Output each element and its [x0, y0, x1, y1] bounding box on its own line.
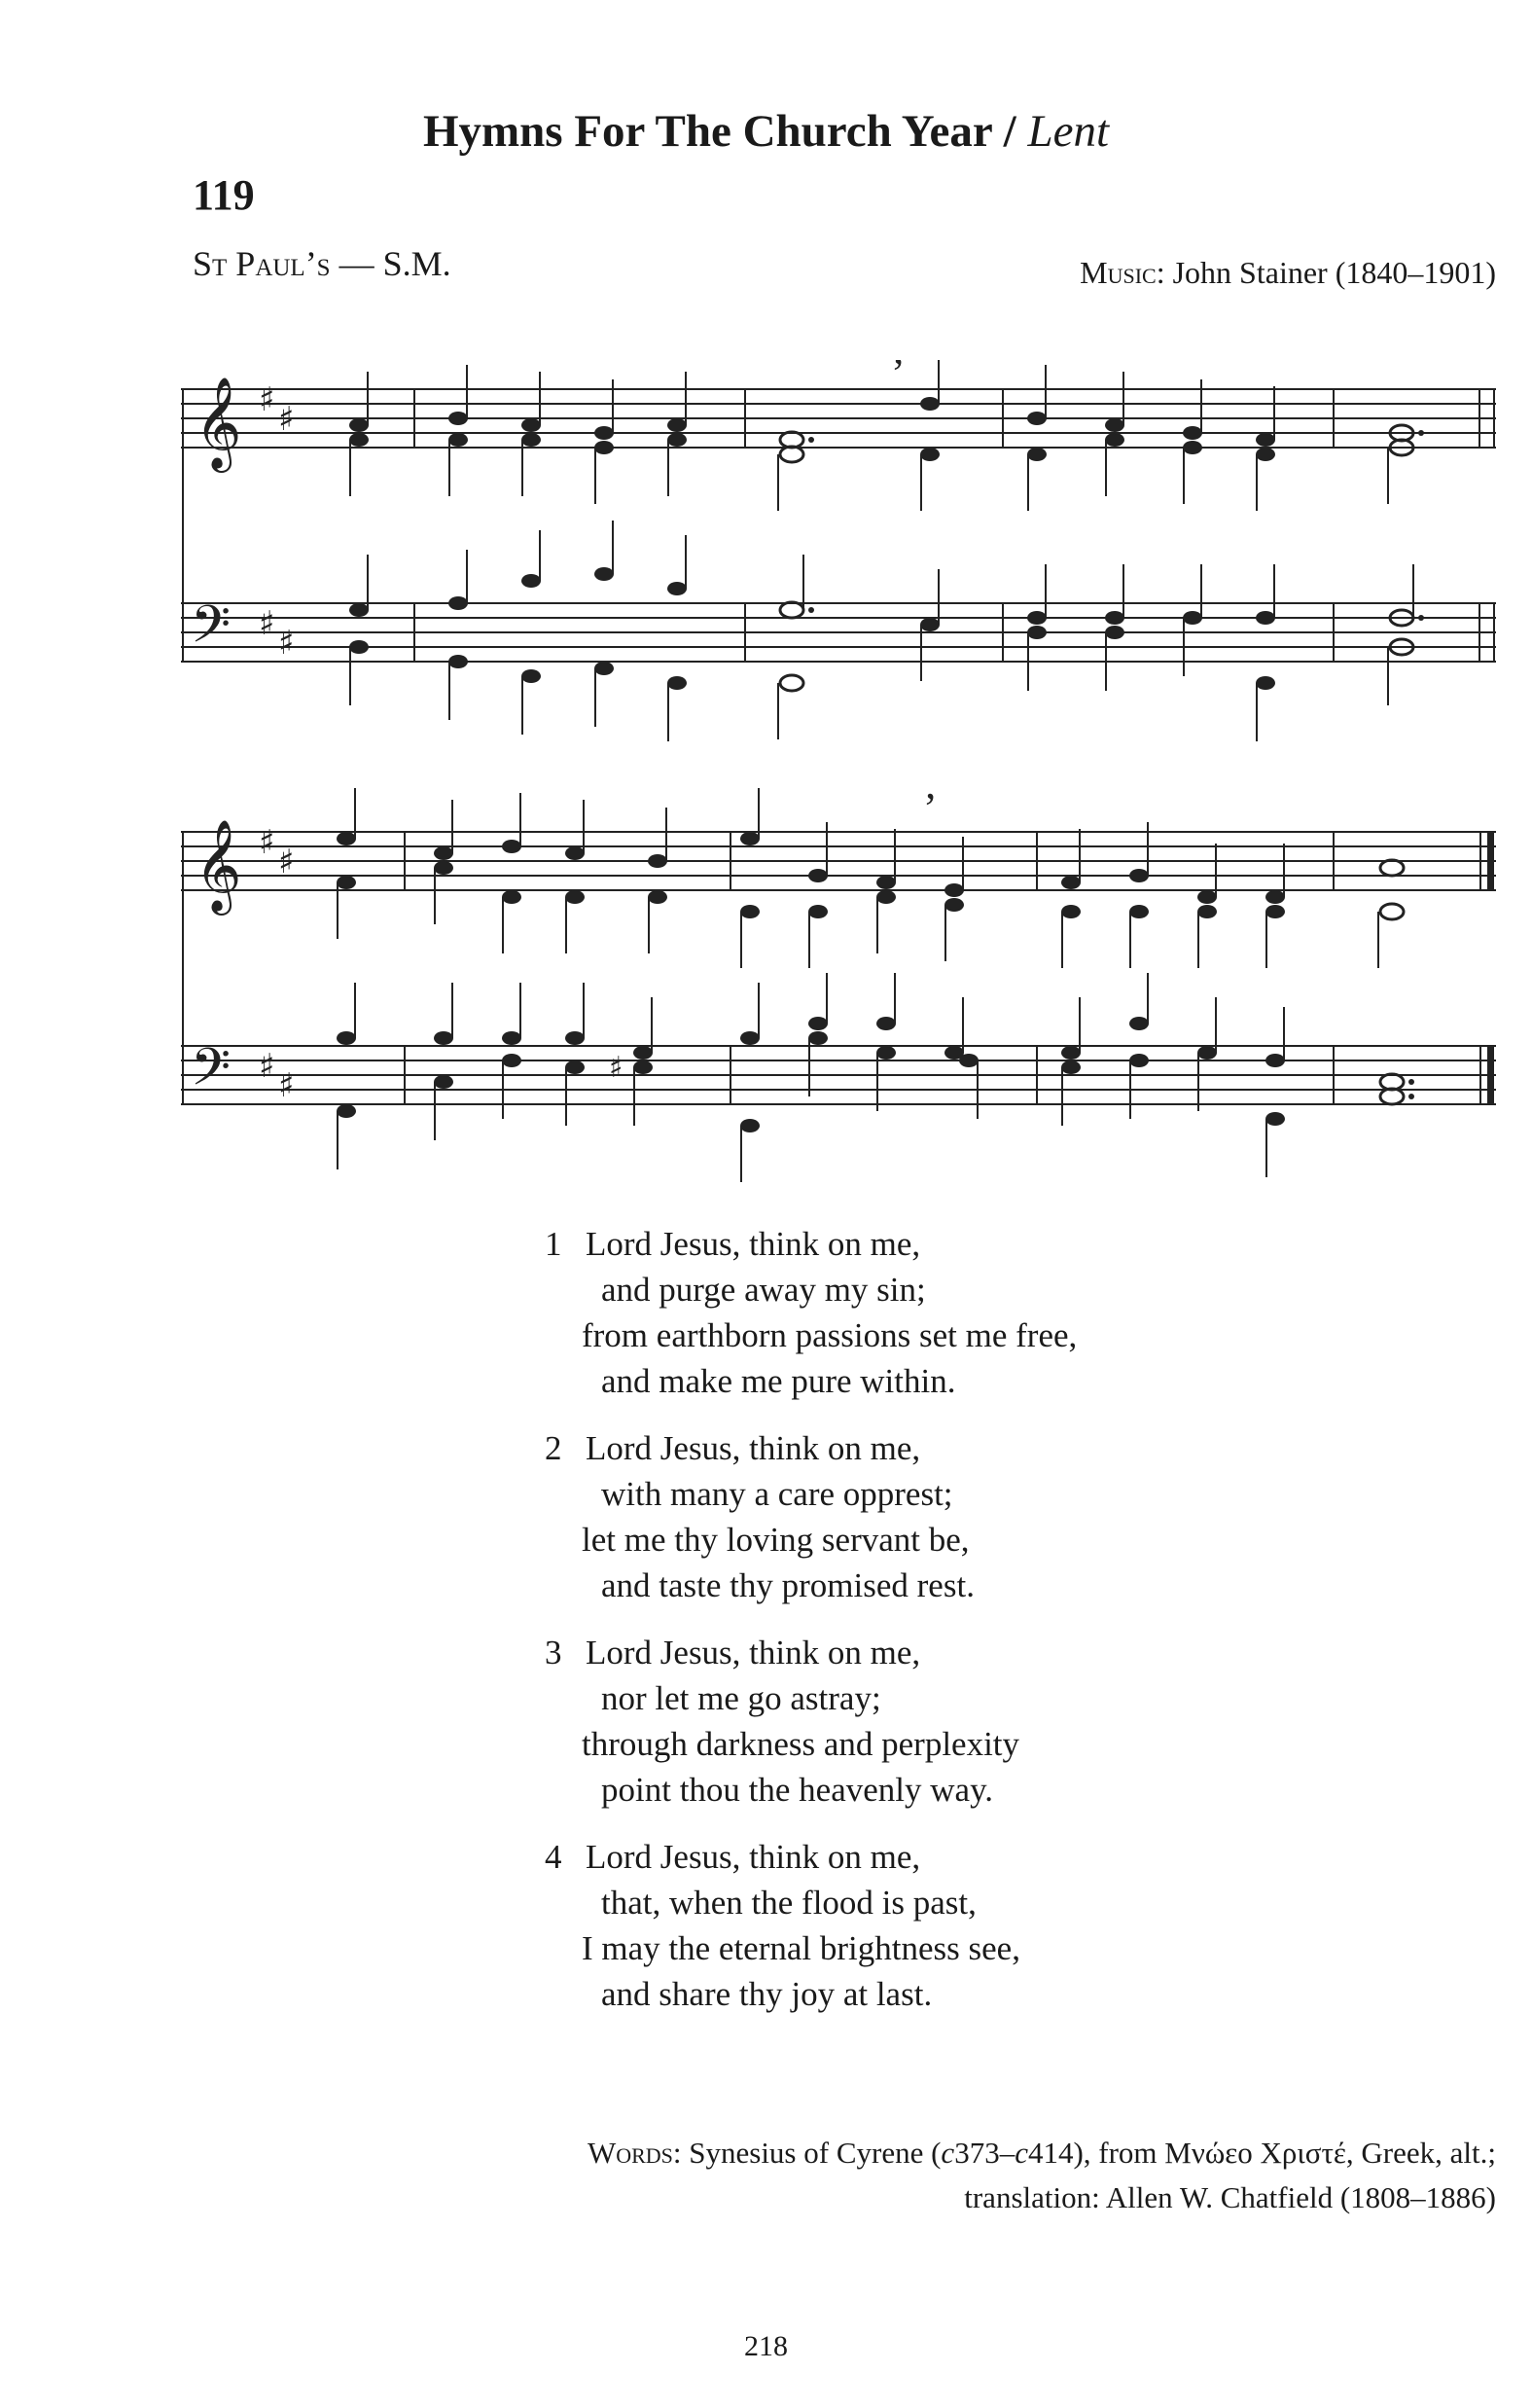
season-name: Lent	[1027, 106, 1110, 157]
breath-mark-icon: ’	[923, 788, 938, 832]
verse-number: 2	[545, 1429, 562, 1467]
verse-line: Lord Jesus, think on me,	[586, 1429, 921, 1467]
page-number: 218	[744, 2330, 788, 2362]
verse-number: 3	[545, 1634, 562, 1671]
title-separator: /	[991, 106, 1028, 157]
music-system-1	[181, 360, 1504, 749]
verse-line: and taste thy promised rest.	[601, 1566, 975, 1604]
music-system-2	[181, 788, 1504, 1197]
words-credit	[588, 2131, 1496, 2220]
date-text: 373–	[954, 2136, 1015, 2170]
notes-system-2	[337, 832, 1285, 1132]
verse-line: and make me pure within.	[601, 1362, 956, 1400]
circa-mark: c	[1015, 2136, 1028, 2170]
hymn-number: 119	[193, 171, 255, 219]
verse-line: and purge away my sin;	[601, 1271, 926, 1309]
music-credit	[1080, 255, 1496, 291]
verse-2	[545, 1425, 1077, 1608]
words-label: Words	[587, 2136, 673, 2170]
verse-line: Lord Jesus, think on me,	[586, 1225, 921, 1263]
verse-4	[545, 1834, 1077, 2017]
bass-clef-icon: 𝄢	[191, 595, 232, 667]
verse-3	[545, 1630, 1077, 1813]
composer: : John Stainer (1840–1901)	[1156, 255, 1496, 290]
key-sharp-icon: ♯	[278, 400, 295, 439]
circa-mark: c	[941, 2136, 955, 2170]
verse-number: 1	[545, 1225, 562, 1263]
verse-line: let me thy loving servant be,	[582, 1521, 970, 1559]
music-label: Music	[1080, 255, 1157, 290]
key-sharp-icon: ♯	[259, 1047, 275, 1086]
verse-line: Lord Jesus, think on me,	[586, 1838, 921, 1876]
tune-title: St Paul’s	[193, 244, 331, 283]
score-staves-1	[181, 360, 1504, 749]
breath-mark-icon: ’	[891, 360, 906, 397]
verse-line: point thou the heavenly way.	[601, 1771, 994, 1809]
accidental-sharp-icon: ♯	[609, 1051, 623, 1085]
key-sharp-icon: ♯	[278, 843, 295, 881]
page-title	[0, 105, 1532, 158]
source-text: 414), from Μνώεο Χριστέ, Greek, alt.;	[1027, 2136, 1496, 2170]
meter: S.M.	[382, 244, 451, 283]
treble-clef-icon: 𝄞	[195, 819, 242, 912]
verse-line: through darkness and perplexity	[582, 1725, 1020, 1763]
key-sharp-icon: ♯	[259, 604, 275, 643]
tune-name	[193, 243, 451, 284]
verse-line: that, when the flood is past,	[601, 1884, 977, 1922]
words-credit-line-1	[588, 2131, 1496, 2175]
verse-line: nor let me go astray;	[601, 1679, 881, 1717]
bass-clef-icon: 𝄢	[191, 1038, 232, 1110]
author-text: : Synesius of Cyrene (	[672, 2136, 942, 2170]
key-sharp-icon: ♯	[259, 823, 275, 862]
treble-clef-icon: 𝄞	[195, 377, 242, 469]
verse-number: 4	[545, 1838, 562, 1876]
verse-line: I may the eternal brightness see,	[582, 1929, 1020, 1967]
meter-separator: —	[330, 244, 383, 283]
key-sharp-icon: ♯	[259, 380, 275, 419]
book-title: Hymns For The Church Year	[422, 106, 992, 157]
hymn-verses	[545, 1221, 1077, 2038]
key-sharp-icon: ♯	[278, 624, 295, 663]
verse-1	[545, 1221, 1077, 1404]
words-credit-line-2: translation: Allen W. Chatfield (1808–1886)	[964, 2180, 1496, 2214]
verse-line: from earthborn passions set me free,	[582, 1316, 1078, 1354]
verse-line: and share thy joy at last.	[601, 1975, 933, 2013]
verse-line: Lord Jesus, think on me,	[586, 1634, 921, 1671]
score-staves-2	[181, 788, 1504, 1197]
key-sharp-icon: ♯	[278, 1066, 295, 1105]
verse-line: with many a care opprest;	[601, 1475, 953, 1513]
